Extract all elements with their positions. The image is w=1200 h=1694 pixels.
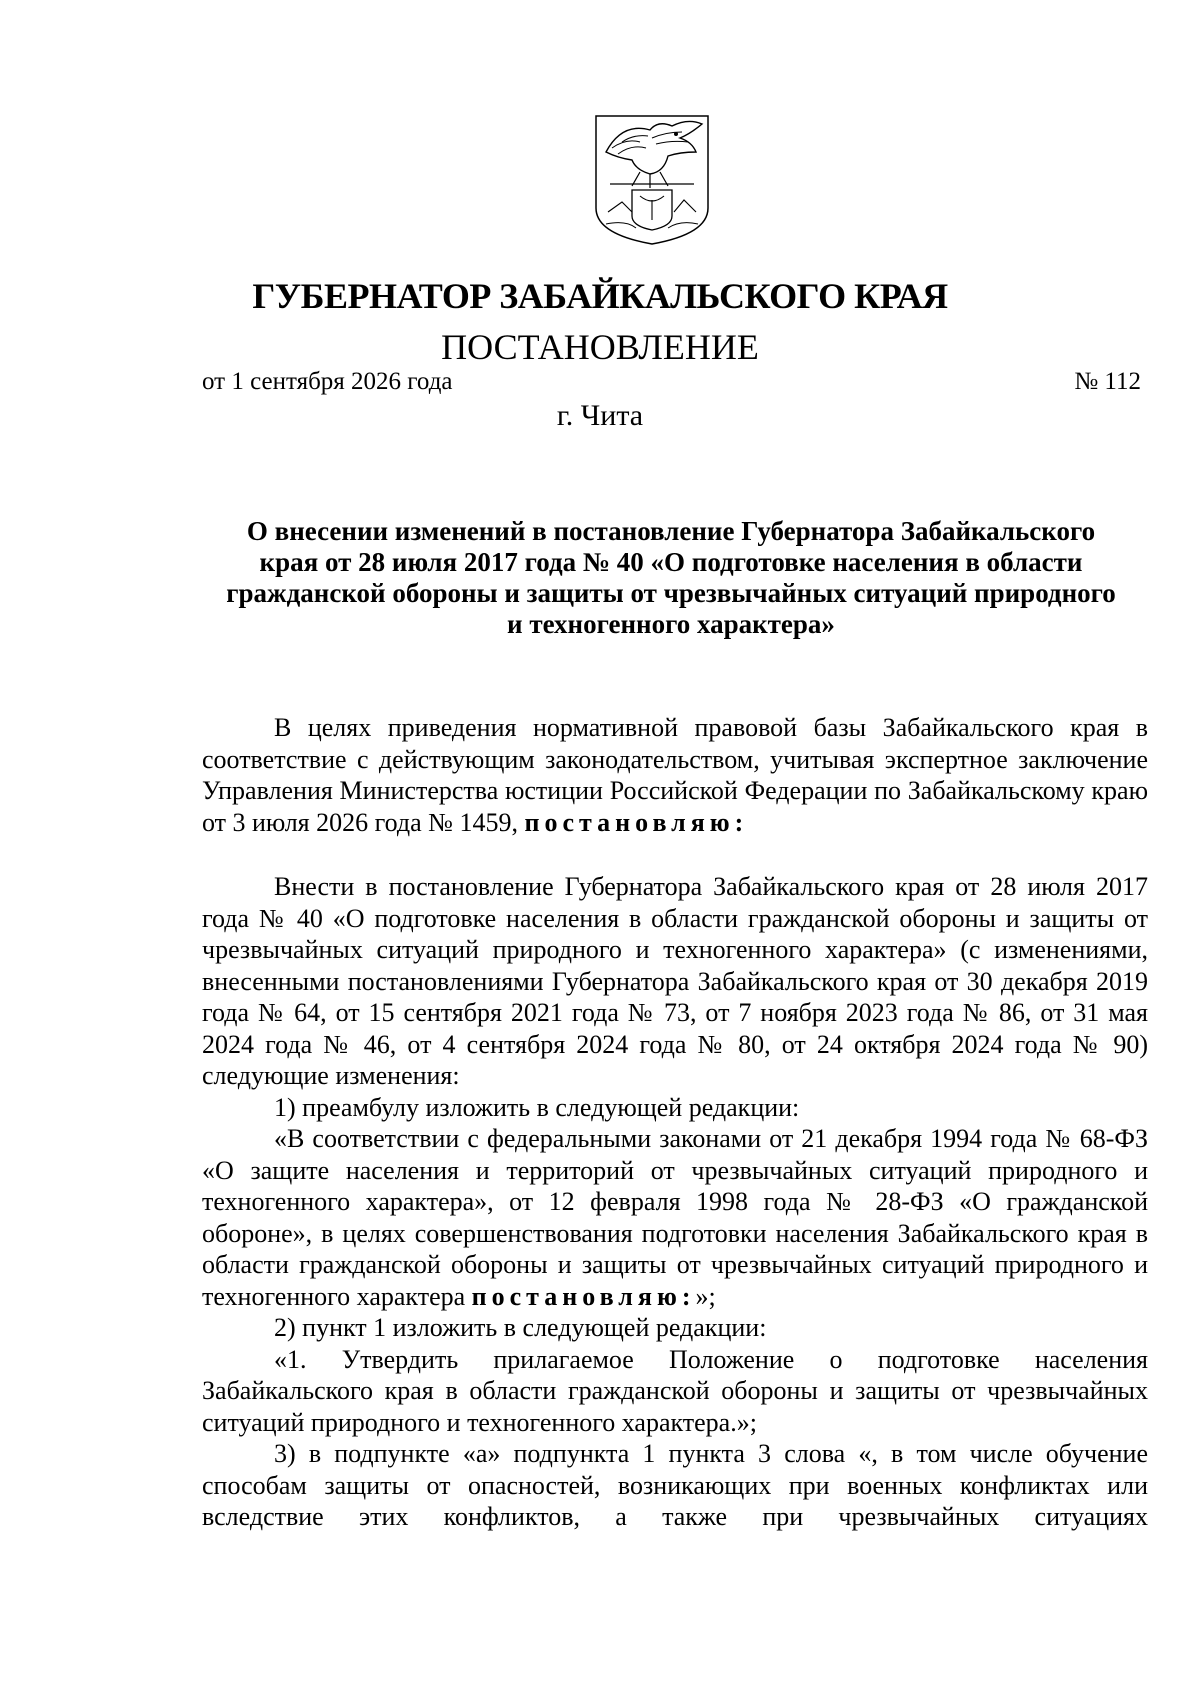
item-1-quote-tail: »;: [695, 1281, 716, 1311]
document-number: № 112: [1074, 368, 1141, 395]
item-1-quote: [202, 1123, 1148, 1312]
item-1-decree-word: постановляю:: [471, 1281, 696, 1311]
title-line: края от 28 июля 2017 года № 40 «О подготовке населения в области: [259, 547, 1083, 577]
title-line: и техногенного характера»: [507, 609, 835, 639]
item-1-quote-text: «В соответствии с федеральными законами от 21 декабря 1994 года № 68-ФЗ «О защите населения и территорий от чрезвычайных ситуаций природного и техногенного характера», от 12 февраля 1998 года № 28-ФЗ «О гражданской обороне», в целях совершенствования подготовки населения Забайкальского края в области гражданской обороны и защиты от чрезвычайных ситуаций природного и техногенного характера: [202, 1124, 1148, 1311]
document-date: от 1 сентября 2026 года: [202, 368, 453, 395]
coat-of-arms-emblem: [592, 112, 712, 246]
document-title: [190, 516, 1152, 640]
authority-heading: ГУБЕРНАТОР ЗАБАЙКАЛЬСКОГО КРАЯ: [252, 276, 948, 316]
item-2-quote: «1. Утвердить прилагаемое Положение о подготовке населения Забайкальского края в области гражданской обороны и защиты от чрезвычайных ситуаций природного и техногенного характера.»;: [202, 1344, 1148, 1437]
item-3: 3) в подпункте «а» подпункта 1 пункта 3 слова «, в том числе обучение способам защиты от опасностей, возникающих при военных конфликтах или вследствие этих конфликтов, а также при чрезвычайных ситуациях: [202, 1439, 1148, 1531]
intro-paragraph: Внести в постановление Губернатора Забайкальского края от 28 июля 2017 года № 40 «О подготовке населения в области гражданской обороны и защиты от чрезвычайных ситуаций природного и техногенного характера» (с изменениями, внесенными постановлениями Губернатора Забайкальского края от 30 декабря 2019 года № 64, от 15 сентября 2021 года № 73, от 7 ноября 2023 года № 86, от 31 мая 2024 года № 46, от 4 сентября 2024 года № 80, от 24 октября 2024 года № 90) следующие изменения:: [202, 872, 1148, 1090]
preamble-paragraph: [202, 712, 1148, 838]
title-line: гражданской обороны и защиты от чрезвычайных ситуаций природного: [226, 578, 1116, 608]
main-body: [202, 871, 1148, 1533]
item-1: 1) преамбулу изложить в следующей редакции:: [274, 1092, 800, 1122]
document-city: г. Чита: [556, 399, 644, 432]
title-line: О внесении изменений в постановление Губернатора Забайкальского: [246, 516, 1096, 546]
item-2: 2) пункт 1 изложить в следующей редакции:: [274, 1313, 767, 1342]
decree-word: постановляю:: [524, 807, 749, 837]
document-type-heading: ПОСТАНОВЛЕНИЕ: [441, 327, 759, 367]
preamble-text: В целях приведения нормативной правовой базы Забайкальского края в соответствие с действующим законодательством, учитывая экспертное заключение Управления Министерства юстиции Российской Федерации по Забайкальскому краю от 3 июля 2026 года № 1459,: [202, 713, 1148, 837]
